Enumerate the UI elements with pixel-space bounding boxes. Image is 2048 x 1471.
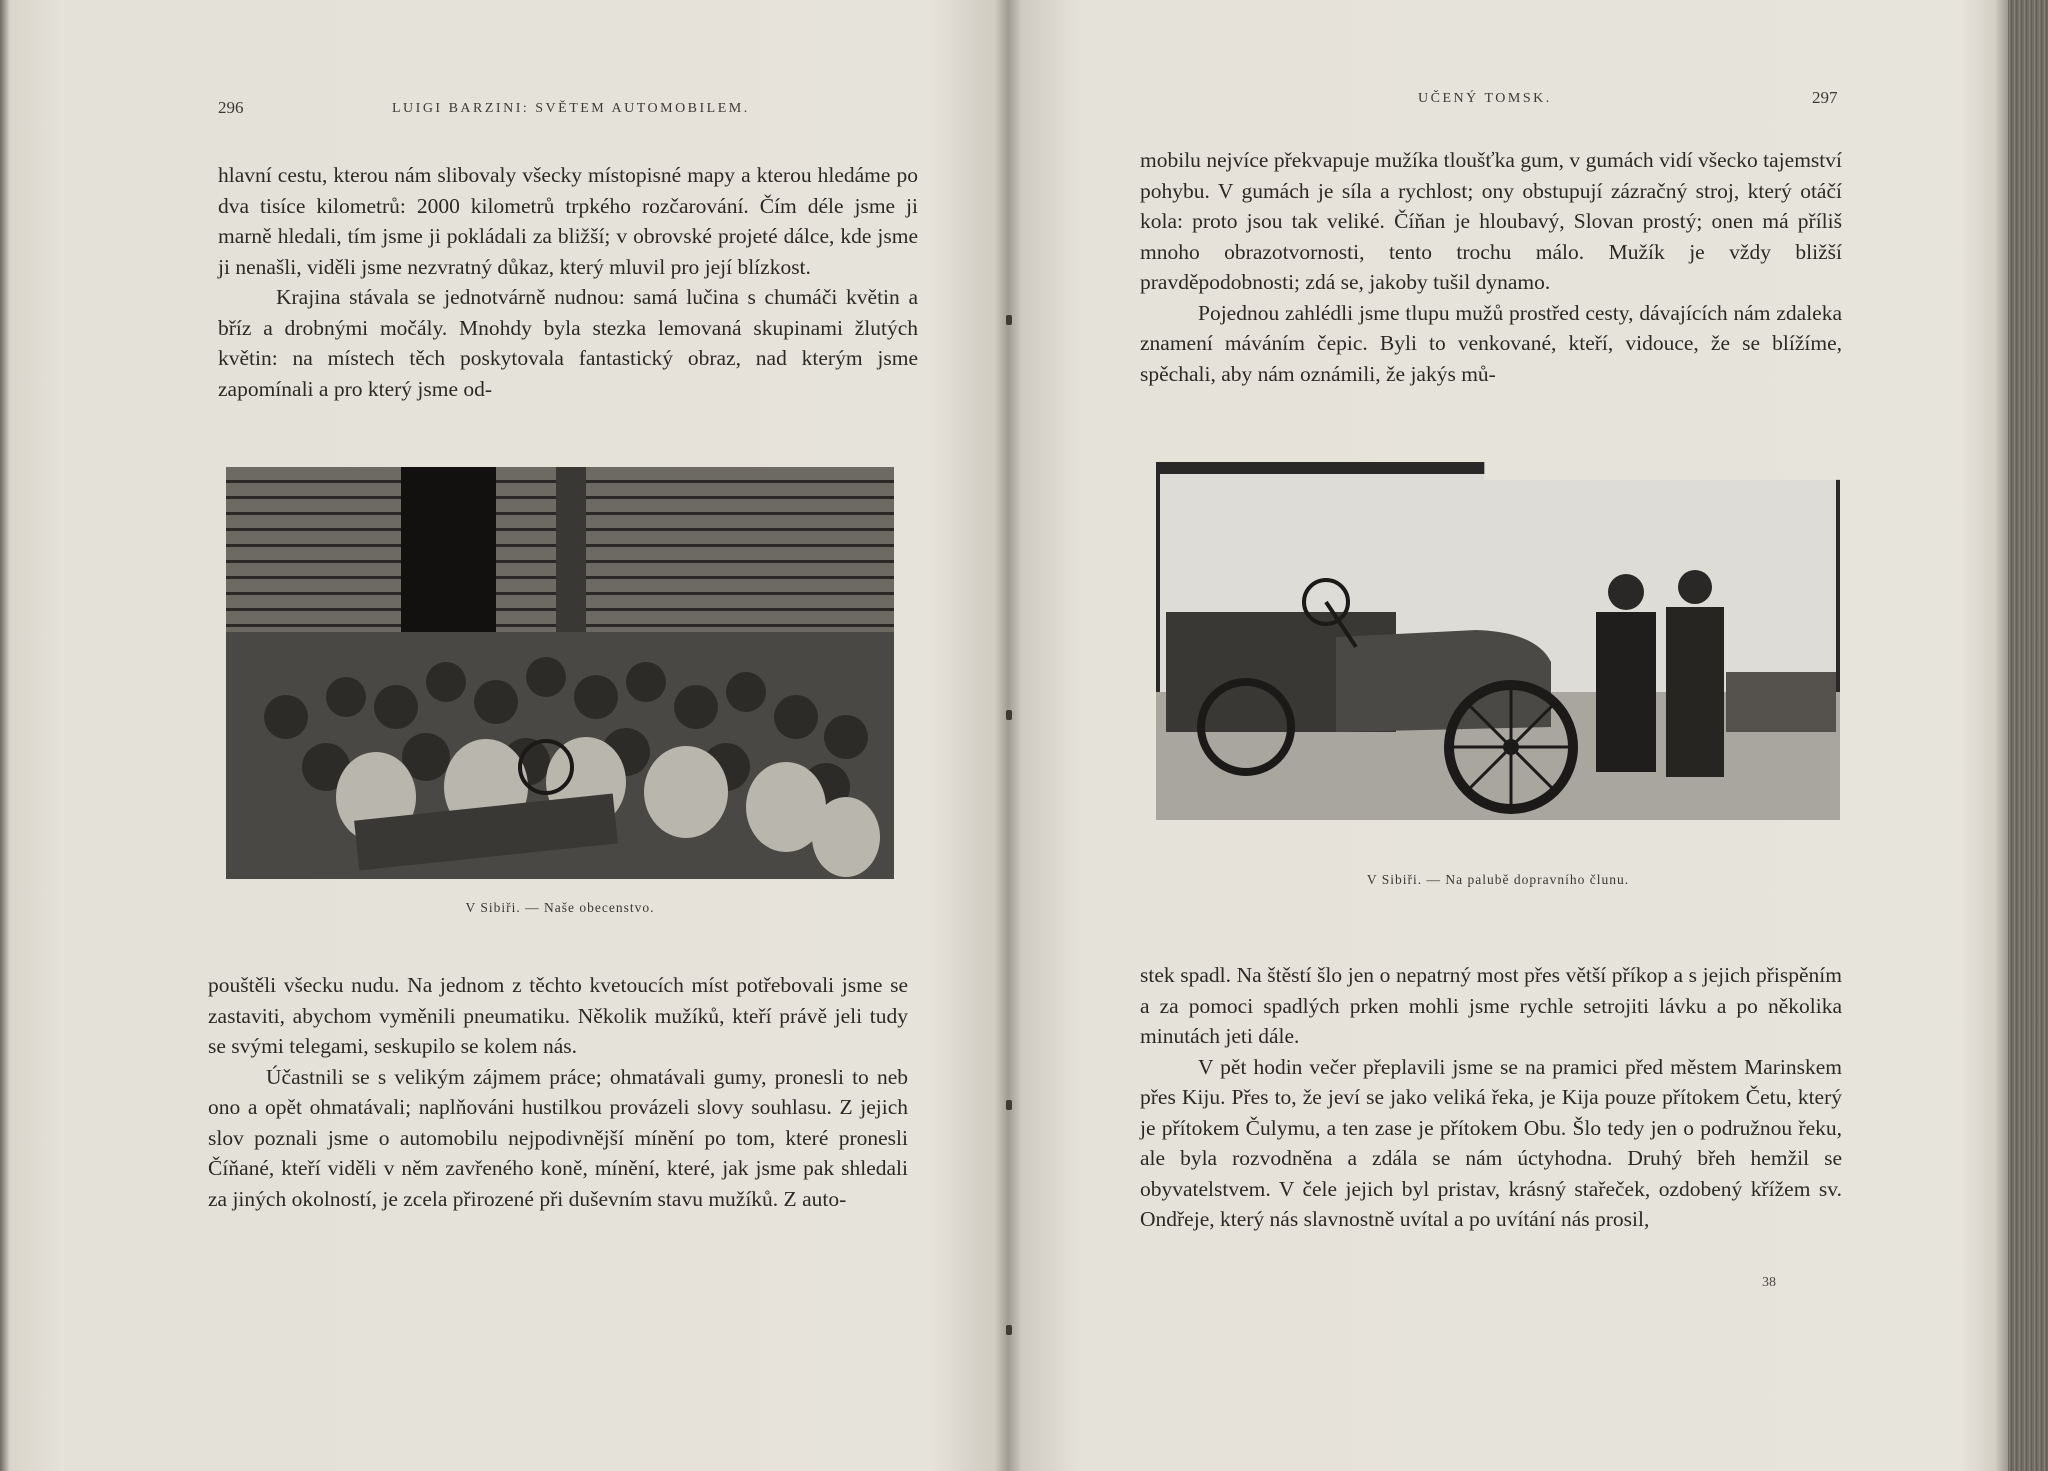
- paragraph: Krajina stávala se jednotvárně nudnou: samá lučina s chumáči květin a bříz a drobnými močály. Mnohdy byla stezka lemovaná skupinami žlutých květin: na místech těch poskytovala fantastický obraz, nad kterým jsme zapomínali a pro který jsme od-: [218, 285, 918, 401]
- photo-caption: V Sibiři. — Naše obecenstvo.: [465, 900, 655, 915]
- paragraph: stek spadl. Na štěstí šlo jen o nepatrný most přes větší příkop a s jejich přispěním a za pomoci spadlých prken mohli jsme rychle setrojiti lávku a po několika minutách jeti dále.: [1140, 963, 1842, 1048]
- text-block-bottom: [208, 970, 908, 1214]
- paragraph: Účastnili se s velikým zájmem práce; ohmatávali gumy, pronesli to neb ono a opět ohmatávali; naplňováni hustilkou provázeli slovy souhlasu. Z jejich slov poznali jsme o automobilu nejpodivnější mínění po tom, které pronesli Číňané, kteří viděli v něm zavřeného koně, mínění, které, jak jsme pak shledali za jiných okolností, je zcela přirozené při duševním stavu mužíků. Z auto-: [208, 1064, 908, 1211]
- paragraph: V pět hodin večer přeplavili jsme se na pramici před městem Marinskem přes Kiju. Přes to, že jeví se jako veliká řeka, je Kija pouze přítokem Četu, který je přítokem Čulymu, a ten zase je přítokem Obu. Šlo tedy jen o podružnou řeku, ale byla rozvodněna a zdála se nám úctyhodna. Druhý břeh hemžil se obyvatelstvem. V čele jejich byl pristav, krásný stařeček, ozdobený křížem sv. Ondřeje, který nás slavnostně uvítal a po uvítání nás prosil,: [1140, 1054, 1842, 1231]
- text-block-bottom: [1140, 960, 1842, 1235]
- text-block-top: [218, 160, 918, 404]
- paragraph: hlavní cestu, kterou nám slibovaly všecky místopisné mapy a kterou hledáme po dva tisíce kilometrů: 2000 kilometrů trpkého rozčarování. Čím déle jsme ji marně hledali, tím jsme ji pokládali za bližší; v obrovské projeté dálce, kde jsme ji nenašli, viděli jsme nezvratný důkaz, který mluvil pro její blízkost.: [218, 163, 918, 279]
- page-number: 297: [1812, 88, 1838, 107]
- paragraph: pouštěli všecku nudu. Na jednom z těchto kvetoucích míst potřebovali jsme se zastaviti, abychom vyměnili pneumatiku. Několik mužíků, kteří právě jeli tudy se svými telegami, seskupilo se kolem nás.: [208, 973, 908, 1058]
- page-number: 296: [218, 98, 244, 117]
- photo-image: [1156, 462, 1840, 820]
- paragraph: Pojednou zahlédli jsme tlupu mužů prostřed cesty, dávajících nám zdaleka znamení máváním čepic. Byli to venkované, kteří, vidouce, že se blížíme, spěchali, aby nám oznámili, že jakýs mů-: [1140, 300, 1842, 386]
- photo-image: [226, 467, 894, 879]
- photo-car-on-ferry: [1156, 462, 1840, 820]
- page-edges: [2008, 0, 2048, 1471]
- photo-caption: V Sibiři. — Na palubě dopravního člunu.: [1366, 872, 1630, 887]
- signature-mark: 38: [1762, 1275, 1776, 1290]
- right-page: [1010, 0, 2048, 1471]
- left-page: [0, 0, 1010, 1471]
- running-head: LUIGI BARZINI: SVĚTEM AUTOMOBILEM.: [392, 101, 750, 116]
- text-block-top: [1140, 145, 1842, 389]
- photo-crowd-around-car: [226, 467, 894, 879]
- paragraph: mobilu nejvíce překvapuje mužíka tloušťka gum, v gumách vidí všecko tajemství pohybu. V gumách je síla a rychlost; ony obstupují zázračný stroj, který otáčí kola: proto jsou tak veliké. Číňan je hloubavý, Slovan prostý; onen má příliš mnoho obrazotvornosti, tento trochu málo. Mužík je vždy bližší pravděpodobnosti; zdá se, jakoby tušil dynamo.: [1140, 148, 1842, 294]
- running-head: UČENÝ TOMSK.: [1418, 91, 1552, 106]
